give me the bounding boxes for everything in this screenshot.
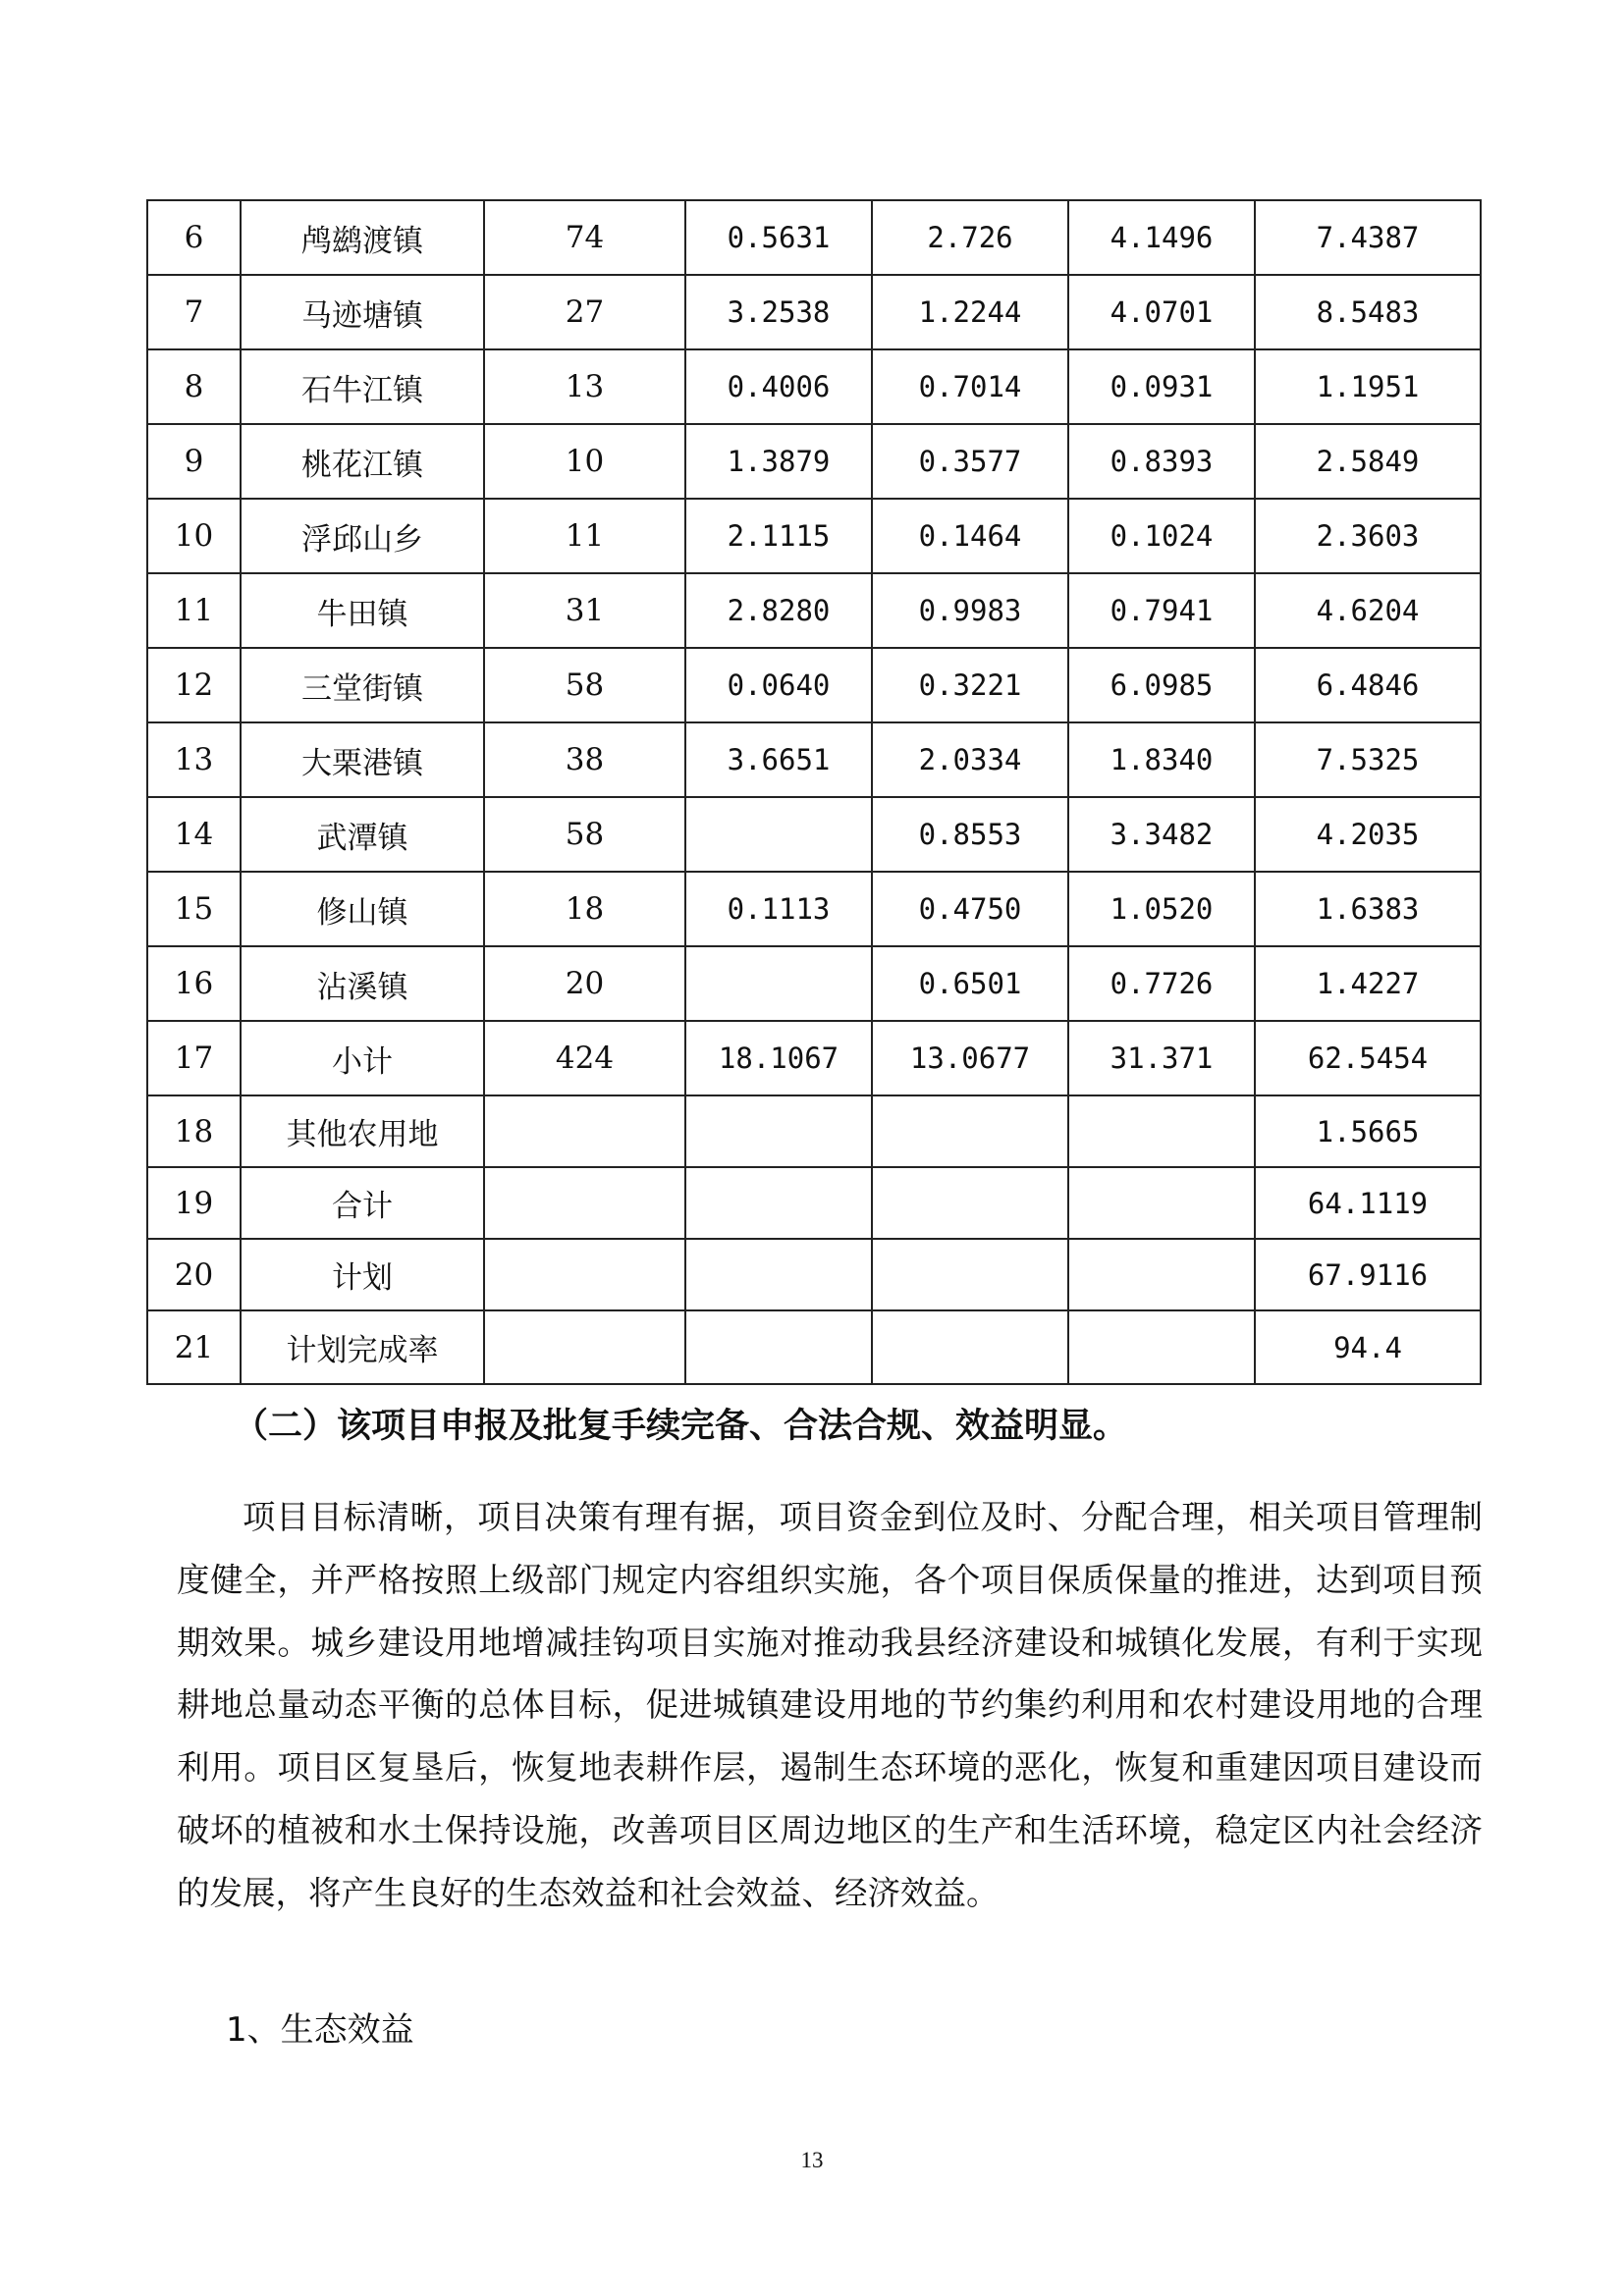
table-cell-c2: 0.4006 — [685, 349, 872, 424]
table-row — [147, 349, 1481, 424]
body-paragraph: 项目目标清晰，项目决策有理有据，项目资金到位及时、分配合理，相关项目管理制度健全，并严格按照上级部门规定内容组织实施，各个项目保质保量的推进，达到项目预期效果。城乡建设用地增减挂钩项目实施对推动我县经济建设和城镇化发展，有利于实现耕地总量动态平衡的总体目标，促进城镇建设用地的节约集约利用和农村建设用地的合理利用。项目区复垦后，恢复地表耕作层，遏制生态环境的恶化，恢复和重建因项目建设而破坏的植被和水土保持设施，改善项目区周边地区的生产和生活环境，稳定区内社会经济的发展，将产生良好的生态效益和社会效益、经济效益。 — [177, 1498, 1483, 1912]
table-cell-name: 合计 — [241, 1167, 484, 1239]
table-cell-no: 12 — [147, 648, 241, 722]
table-cell-c5: 94.4 — [1255, 1310, 1481, 1384]
table-cell-name: 石牛江镇 — [241, 349, 484, 424]
table-cell-no: 10 — [147, 499, 241, 573]
table-cell-c2 — [685, 797, 872, 872]
table-cell-c1: 11 — [484, 499, 685, 573]
table-cell-c4: 0.8393 — [1068, 424, 1255, 499]
table-cell-c2: 0.0640 — [685, 648, 872, 722]
data-table — [146, 199, 1482, 1385]
table-cell-name: 其他农用地 — [241, 1095, 484, 1167]
table-cell-no: 14 — [147, 797, 241, 872]
table-cell-c3: 13.0677 — [872, 1021, 1068, 1095]
table-cell-c3: 0.8553 — [872, 797, 1068, 872]
table-row — [147, 424, 1481, 499]
table-cell-c3: 2.726 — [872, 200, 1068, 275]
table-row — [147, 1310, 1481, 1384]
table-cell-c2 — [685, 946, 872, 1021]
table-row — [147, 1167, 1481, 1239]
table-cell-c4 — [1068, 1310, 1255, 1384]
table-cell-c5: 4.2035 — [1255, 797, 1481, 872]
table-cell-c3 — [872, 1167, 1068, 1239]
table-cell-c5: 1.1951 — [1255, 349, 1481, 424]
table-cell-no: 9 — [147, 424, 241, 499]
table-cell-no: 18 — [147, 1095, 241, 1167]
table-row — [147, 573, 1481, 648]
table-cell-c1 — [484, 1167, 685, 1239]
table-cell-name: 修山镇 — [241, 872, 484, 946]
table-cell-c5: 6.4846 — [1255, 648, 1481, 722]
table-cell-c2: 3.2538 — [685, 275, 872, 349]
table-cell-no: 6 — [147, 200, 241, 275]
table-cell-c2 — [685, 1095, 872, 1167]
table-cell-c4: 4.0701 — [1068, 275, 1255, 349]
table-cell-name: 计划 — [241, 1239, 484, 1310]
table-cell-c4: 0.7726 — [1068, 946, 1255, 1021]
table-cell-name: 小计 — [241, 1021, 484, 1095]
table-cell-c1 — [484, 1095, 685, 1167]
table-cell-name: 浮邱山乡 — [241, 499, 484, 573]
table-cell-c2 — [685, 1167, 872, 1239]
table-cell-c5: 1.6383 — [1255, 872, 1481, 946]
table-cell-c4 — [1068, 1167, 1255, 1239]
table-row — [147, 275, 1481, 349]
table-row — [147, 499, 1481, 573]
table-cell-c2 — [685, 1239, 872, 1310]
table-cell-no: 17 — [147, 1021, 241, 1095]
table-cell-c3 — [872, 1310, 1068, 1384]
table-cell-c5: 1.5665 — [1255, 1095, 1481, 1167]
table-cell-c2: 18.1067 — [685, 1021, 872, 1095]
table-row — [147, 946, 1481, 1021]
table-cell-c1: 74 — [484, 200, 685, 275]
table-cell-c4: 1.0520 — [1068, 872, 1255, 946]
table-cell-c1 — [484, 1310, 685, 1384]
table-row — [147, 1239, 1481, 1310]
table-cell-c5: 4.6204 — [1255, 573, 1481, 648]
table-cell-no: 11 — [147, 573, 241, 648]
table-cell-c3: 0.3221 — [872, 648, 1068, 722]
table-cell-c1: 13 — [484, 349, 685, 424]
table-cell-c3: 0.6501 — [872, 946, 1068, 1021]
table-cell-name: 三堂街镇 — [241, 648, 484, 722]
table-cell-name: 大栗港镇 — [241, 722, 484, 797]
table-cell-c3: 2.0334 — [872, 722, 1068, 797]
table-cell-c2 — [685, 1310, 872, 1384]
table-cell-c1: 424 — [484, 1021, 685, 1095]
table-cell-c1: 31 — [484, 573, 685, 648]
table-row — [147, 797, 1481, 872]
table-cell-c4: 31.371 — [1068, 1021, 1255, 1095]
table-cell-no: 20 — [147, 1239, 241, 1310]
table-cell-name: 桃花江镇 — [241, 424, 484, 499]
table-cell-no: 19 — [147, 1167, 241, 1239]
table-cell-name: 计划完成率 — [241, 1310, 484, 1384]
table-cell-c3: 0.4750 — [872, 872, 1068, 946]
table-cell-c4: 1.8340 — [1068, 722, 1255, 797]
table-cell-c5: 2.5849 — [1255, 424, 1481, 499]
table-cell-c5: 2.3603 — [1255, 499, 1481, 573]
table-cell-name: 牛田镇 — [241, 573, 484, 648]
table-cell-c3: 0.7014 — [872, 349, 1068, 424]
table-cell-c2: 2.1115 — [685, 499, 872, 573]
table-cell-c5: 7.5325 — [1255, 722, 1481, 797]
table-cell-c1: 20 — [484, 946, 685, 1021]
table-row — [147, 872, 1481, 946]
table-row — [147, 722, 1481, 797]
table-cell-no: 8 — [147, 349, 241, 424]
table-cell-c2: 2.8280 — [685, 573, 872, 648]
section-heading: （二）该项目申报及批复手续完备、合法合规、效益明显。 — [234, 1407, 1128, 1446]
table-cell-c5: 62.5454 — [1255, 1021, 1481, 1095]
table-cell-c5: 8.5483 — [1255, 275, 1481, 349]
table-cell-c4 — [1068, 1095, 1255, 1167]
table-cell-name: 武潭镇 — [241, 797, 484, 872]
table-row — [147, 1095, 1481, 1167]
table-cell-c2: 0.1113 — [685, 872, 872, 946]
table-cell-c5: 7.4387 — [1255, 200, 1481, 275]
table-body — [147, 200, 1481, 1384]
table-cell-c1: 27 — [484, 275, 685, 349]
table-cell-c4: 0.1024 — [1068, 499, 1255, 573]
table-cell-c1: 10 — [484, 424, 685, 499]
table-cell-c4: 0.0931 — [1068, 349, 1255, 424]
table-cell-no: 7 — [147, 275, 241, 349]
table-cell-name: 鸬鹚渡镇 — [241, 200, 484, 275]
table-cell-c3: 0.3577 — [872, 424, 1068, 499]
table-cell-c5: 1.4227 — [1255, 946, 1481, 1021]
table-cell-no: 15 — [147, 872, 241, 946]
subheading: 1、生态效益 — [226, 2010, 414, 2050]
table-cell-c5: 64.1119 — [1255, 1167, 1481, 1239]
table-cell-c1: 58 — [484, 648, 685, 722]
table-cell-c5: 67.9116 — [1255, 1239, 1481, 1310]
table-cell-name: 马迹塘镇 — [241, 275, 484, 349]
table-cell-no: 21 — [147, 1310, 241, 1384]
table-cell-c2: 3.6651 — [685, 722, 872, 797]
table-cell-c1 — [484, 1239, 685, 1310]
table-row — [147, 200, 1481, 275]
table-cell-c3 — [872, 1239, 1068, 1310]
table-cell-c3 — [872, 1095, 1068, 1167]
table-cell-c4: 6.0985 — [1068, 648, 1255, 722]
table-row — [147, 648, 1481, 722]
table-row — [147, 1021, 1481, 1095]
table-cell-c4: 4.1496 — [1068, 200, 1255, 275]
table-cell-c1: 18 — [484, 872, 685, 946]
table-cell-c2: 1.3879 — [685, 424, 872, 499]
table-cell-c2: 0.5631 — [685, 200, 872, 275]
table-cell-c3: 0.1464 — [872, 499, 1068, 573]
table-cell-c4 — [1068, 1239, 1255, 1310]
table-cell-c4: 0.7941 — [1068, 573, 1255, 648]
table-cell-c1: 38 — [484, 722, 685, 797]
page-number: 13 — [800, 2148, 824, 2172]
table-cell-no: 13 — [147, 722, 241, 797]
table-cell-name: 沾溪镇 — [241, 946, 484, 1021]
table-cell-c4: 3.3482 — [1068, 797, 1255, 872]
table-cell-no: 16 — [147, 946, 241, 1021]
table-cell-c1: 58 — [484, 797, 685, 872]
table-cell-c3: 0.9983 — [872, 573, 1068, 648]
table-cell-c3: 1.2244 — [872, 275, 1068, 349]
